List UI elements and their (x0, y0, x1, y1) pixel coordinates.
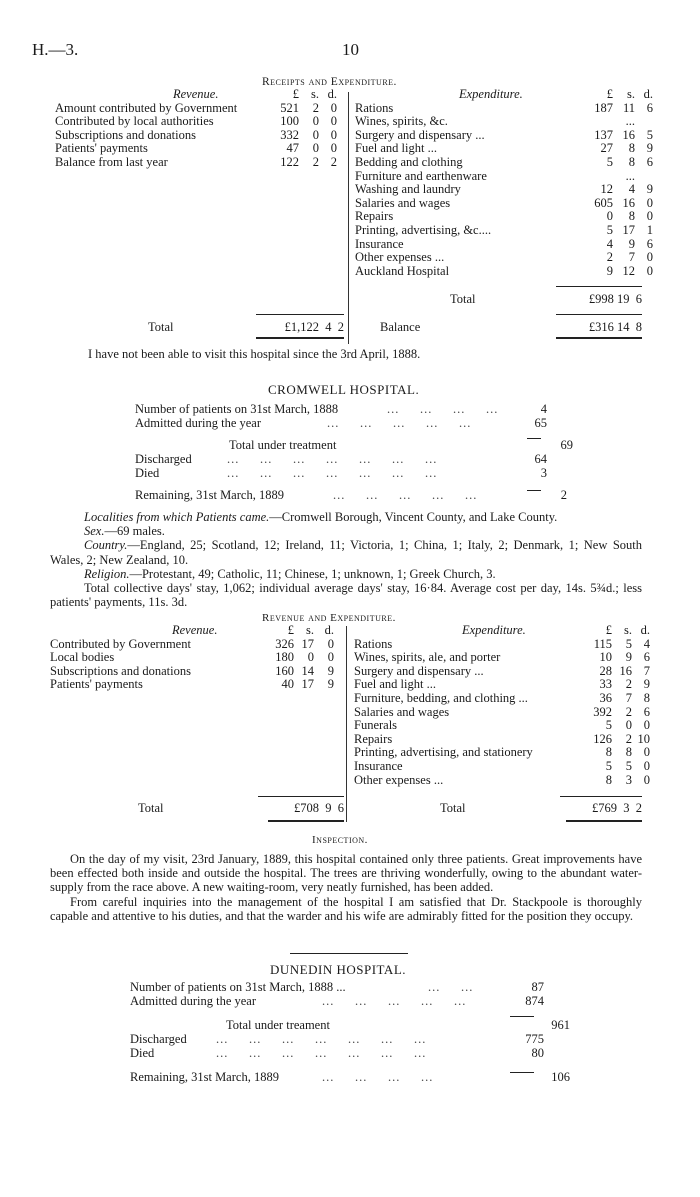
amount-shillings: 8 (628, 141, 635, 156)
stat-value: 87 (531, 980, 544, 994)
amount-pence: 6 (337, 801, 344, 815)
amount-pounds (577, 115, 613, 129)
cromwell-demographics (50, 510, 642, 609)
stay-line: Total collective days' stay, 1,062; individual average days' stay, 16·84. Average cost per day, 14s. 5¾d.; less patients' payments, 11s. 3d. (50, 581, 642, 610)
amount-shillings: 8 (625, 745, 632, 760)
table-row (355, 265, 653, 279)
amount-shillings: 14 (617, 320, 630, 334)
amount-pounds: 36 (599, 690, 612, 705)
col-pounds: £ (606, 87, 613, 101)
row-label: Printing, advertising, &c.... (355, 222, 492, 237)
amount-pounds: 180 (275, 650, 294, 665)
col-shillings: s. (311, 87, 319, 101)
double-rule (566, 820, 642, 822)
dunedin-stats (130, 980, 600, 1092)
table-row (354, 692, 650, 706)
table-row (355, 183, 653, 197)
table-row (355, 251, 653, 265)
religion-line (50, 567, 642, 581)
amount-shillings: 9 (325, 801, 332, 815)
amount-pounds: 115 (593, 636, 612, 651)
amount-pounds: 27 (600, 141, 613, 156)
amount-pence: 0 (330, 114, 337, 129)
amount-shillings: 0 (625, 718, 632, 733)
sum-rule (527, 438, 541, 439)
amount-pounds: £998 (588, 292, 614, 306)
row-label: Furniture, bedding, and clothing ... (354, 690, 528, 705)
amount-shillings: 16 (622, 127, 635, 142)
amount-shillings: 12 (622, 263, 635, 278)
stat-value: 4 (540, 402, 547, 416)
amount-pence: 0 (646, 209, 653, 224)
section-rule (290, 953, 408, 954)
sum-rule (527, 490, 541, 491)
stat-label: Total under treament (226, 1018, 330, 1032)
cromwell-revenue-table (50, 624, 334, 692)
amount-shillings: 8 (628, 209, 635, 224)
expenditure-total-label: Total (450, 292, 476, 306)
amount-pence: 2 (337, 320, 344, 334)
amount-shillings: 2 (625, 677, 632, 692)
stat-row: Remaining, 31st March, 1889 ... ... ... ... 106 (130, 1070, 570, 1084)
amount-shillings: 2 (312, 100, 319, 115)
amount-pounds: 521 (280, 100, 299, 115)
stat-row: Discharged ... ... ... ... ... ... ... 64 (135, 452, 547, 466)
amount-shillings: ... (625, 114, 635, 129)
stat-label: Total under treatment (229, 438, 337, 452)
amount-pounds: £708 (294, 801, 319, 815)
row-label: Local bodies (50, 650, 115, 665)
country-label: Country. (84, 538, 128, 553)
amount-shillings: 16 (619, 663, 632, 678)
stat-row: Discharged ... ... ... ... ... ... ... 775 (130, 1032, 544, 1046)
stat-row (130, 1018, 600, 1032)
col-pence: d. (324, 623, 334, 637)
double-rule (256, 337, 344, 339)
amount-pence: 9 (327, 663, 334, 678)
row-label: Funerals (354, 718, 398, 733)
amount-pence: 9 (646, 141, 653, 156)
table-row (354, 665, 650, 679)
amount-shillings: 14 (301, 663, 314, 678)
amount-pence: 8 (643, 690, 650, 705)
sex-label: Sex. (84, 524, 105, 539)
expenditure-heading-row (354, 624, 650, 638)
row-label: Salaries and wages (354, 704, 450, 719)
localities-line (50, 510, 642, 524)
country-line (50, 538, 642, 566)
localities-text: —Cromwell Borough, Vincent County, and Lake County. (269, 510, 558, 524)
stat-label: Died (130, 1046, 155, 1060)
col-pounds: £ (605, 623, 612, 637)
row-label: Washing and laundry (355, 182, 461, 197)
col-pence: d. (327, 87, 337, 101)
stat-label: Admitted during the year (130, 994, 257, 1008)
row-label: Patients' payments (55, 141, 148, 156)
col-shillings: s. (306, 623, 314, 637)
stat-label: Number of patients on 31st March, 1888 ... (130, 980, 346, 994)
spacer (135, 430, 595, 438)
stat-row (135, 438, 595, 452)
table-row (50, 665, 334, 679)
amount-pence: 0 (330, 100, 337, 115)
amount-shillings: 5 (625, 636, 632, 651)
spacer (135, 480, 595, 488)
amount-shillings: 4 (628, 182, 635, 197)
cromwell-expenditure-table (354, 624, 650, 787)
col-shillings: s. (624, 623, 632, 637)
row-label: Other expenses ... (355, 250, 445, 265)
table-row (354, 774, 650, 788)
table-row (355, 197, 653, 211)
amount-pounds: 8 (605, 745, 612, 760)
row-label: Subscriptions and donations (50, 663, 191, 678)
amount-shillings: 3 (623, 801, 630, 815)
dunedin-title: DUNEDIN HOSPITAL. (270, 962, 407, 977)
row-label: Amount contributed by Government (55, 100, 238, 115)
row-label: Balance from last year (55, 154, 168, 169)
inspection-paragraph: From careful inquiries into the management of the hospital I am satisfied that Dr. Stackpoole is thoroughly capable and attentive to his duties, and that the warder and his wife are admirably fitted for the position they occupy. (50, 894, 642, 923)
revenue-heading: Revenue. (173, 87, 219, 101)
balance-label: Balance (380, 320, 421, 334)
expenditure-table (355, 88, 653, 278)
amount-pence: 6 (635, 292, 642, 306)
stat-row: Number of patients on 31st March, 1888 ... ... ... ... 4 (135, 402, 547, 416)
amount-pence: 0 (643, 745, 650, 760)
stat-value: 2 (560, 488, 567, 502)
amount-pence: 0 (643, 758, 650, 773)
revenue-total-label: Total (138, 801, 164, 815)
stat-value: 775 (525, 1032, 544, 1046)
amount-pence: 6 (646, 154, 653, 169)
row-label: Fuel and light ... (354, 677, 436, 692)
amount-shillings: 17 (622, 222, 635, 237)
row-label: Contributed by Government (50, 636, 191, 651)
cromwell-stats (135, 402, 595, 514)
stat-value: 874 (525, 994, 544, 1008)
amount-shillings: 2 (625, 731, 632, 746)
total-rule (256, 314, 344, 315)
stat-value: 69 (560, 438, 573, 452)
table-row (55, 156, 337, 170)
amount-shillings: 8 (628, 154, 635, 169)
amount-pence: 0 (646, 250, 653, 265)
row-label: Insurance (354, 758, 403, 773)
table-row (355, 115, 653, 129)
table-row (55, 115, 337, 129)
stat-row: Number of patients on 31st March, 1888 ... ... ... 87 (130, 980, 544, 994)
amount-pence (635, 170, 653, 184)
cromwell-account-title: Revenue and Expenditure. (262, 612, 396, 624)
amount-pounds: 40 (281, 677, 294, 692)
revenue-heading-row (50, 624, 334, 638)
total-rule (560, 796, 642, 797)
amount-shillings: 17 (301, 677, 314, 692)
amount-shillings: 0 (307, 650, 314, 665)
religion-text: —Protestant, 49; Catholic, 11; Chinese, 1; unknown, 1; Greek Church, 3. (129, 566, 496, 581)
amount-pounds: 326 (275, 636, 294, 651)
localities-label: Localities from which Patients came. (84, 510, 270, 524)
amount-pence: 8 (635, 320, 642, 334)
inspection-title: Inspection. (312, 834, 368, 846)
revenue-heading-row (55, 88, 337, 102)
row-label: Furniture and earthenware (355, 168, 487, 183)
amount-pounds: 5 (605, 718, 612, 733)
amount-pence: 0 (646, 195, 653, 210)
row-label: Salaries and wages (355, 195, 451, 210)
expenditure-heading: Expenditure. (459, 87, 523, 101)
amount-pounds: 4 (606, 236, 613, 251)
table-row (355, 210, 653, 224)
amount-pence: 9 (643, 677, 650, 692)
sex-text: —69 males. (104, 524, 165, 539)
spacer (130, 1060, 600, 1070)
table-row (55, 142, 337, 156)
revenue-total-amount (258, 801, 344, 816)
amount-pounds: 160 (275, 663, 294, 678)
amount-pence: 6 (643, 704, 650, 719)
revenue-heading: Revenue. (172, 623, 218, 637)
col-shillings: s. (627, 87, 635, 101)
account-divider (346, 626, 347, 822)
table-row (354, 706, 650, 720)
table-row (355, 170, 653, 184)
amount-pounds: 605 (594, 195, 613, 210)
table-row (50, 678, 334, 692)
amount-pence: 6 (643, 650, 650, 665)
amount-shillings: 2 (625, 704, 632, 719)
row-label: Other expenses ... (354, 772, 444, 787)
amount-pounds: £769 (592, 801, 617, 815)
amount-pence: 5 (646, 127, 653, 142)
double-rule (268, 820, 344, 822)
table-row (354, 719, 650, 733)
amount-pounds (577, 170, 613, 184)
amount-shillings: 9 (628, 236, 635, 251)
expenditure-heading-row (355, 88, 653, 102)
stat-label: Discharged (135, 452, 192, 466)
inspection-paragraph: On the day of my visit, 23rd January, 1889, this hospital contained only three patients. Great improvements have been effected both inside and outside the hospital. The trees are thriving wonderfully, owing to the abundant water-supply from the race above. A new waiting-room, very neatly furnished, has been added. (50, 852, 642, 895)
amount-shillings: ... (625, 168, 635, 183)
amount-shillings: 2 (312, 154, 319, 169)
col-pence: d. (643, 87, 653, 101)
expenditure-total-amount (558, 801, 642, 816)
amount-shillings: 0 (312, 114, 319, 129)
table-row (354, 733, 650, 747)
amount-pence: 0 (646, 263, 653, 278)
row-label: Repairs (354, 731, 393, 746)
total-rule (556, 314, 642, 315)
row-label: Subscriptions and donations (55, 127, 196, 142)
table-row (355, 102, 653, 116)
stat-value: 65 (534, 416, 547, 430)
row-label: Bedding and clothing (355, 154, 463, 169)
expenditure-total-amount (560, 292, 642, 307)
amount-shillings: 11 (622, 100, 635, 115)
stat-label: Remaining, 31st March, 1889 (130, 1070, 279, 1084)
stat-row: Admitted during the year ... ... ... ... ... 874 (130, 994, 544, 1008)
table-row (50, 638, 334, 652)
amount-shillings: 4 (325, 320, 332, 334)
amount-pence: 9 (646, 182, 653, 197)
amount-pence: 6 (646, 100, 653, 115)
revenue-total-amount (250, 320, 344, 335)
row-label: Wines, spirits, &c. (355, 114, 448, 129)
col-pence: d. (640, 623, 650, 637)
amount-pounds: 392 (593, 704, 612, 719)
amount-shillings: 7 (628, 250, 635, 265)
table-row (355, 142, 653, 156)
amount-shillings: 3 (625, 772, 632, 787)
table-row (355, 224, 653, 238)
amount-pence: 4 (643, 636, 650, 651)
row-label: Insurance (355, 236, 404, 251)
amount-pounds: 187 (594, 100, 613, 115)
amount-pounds: £316 (588, 320, 614, 334)
row-label: Fuel and light ... (355, 141, 437, 156)
amount-pence: 0 (643, 772, 650, 787)
amount-pence: 0 (330, 127, 337, 142)
stat-label: Remaining, 31st March, 1889 (135, 488, 284, 502)
country-text: —England, 25; Scotland, 12; Ireland, 11; Victoria, 1; China, 1; Italy, 2; Denmark, 1; New South Wales, 2; New Zealand, 10. (50, 538, 642, 567)
religion-label: Religion. (84, 566, 130, 581)
amount-pounds: 5 (605, 758, 612, 773)
amount-pounds: 8 (605, 772, 612, 787)
amount-shillings: 0 (312, 127, 319, 142)
table-row (50, 651, 334, 665)
stat-label: Discharged (130, 1032, 187, 1046)
row-label: Patients' payments (50, 677, 143, 692)
amount-pence: 2 (330, 154, 337, 169)
stat-row: Admitted during the year ... ... ... ... ... 65 (135, 416, 547, 430)
row-label: Repairs (355, 209, 394, 224)
amount-pounds: 5 (606, 222, 613, 237)
amount-pence: 0 (327, 636, 334, 651)
amount-pounds: 47 (286, 141, 299, 156)
stat-row: Remaining, 31st March, 1889 ... ... ... ... ... 2 (135, 488, 567, 502)
stat-value: 64 (534, 452, 547, 466)
double-rule (556, 337, 642, 339)
amount-pounds: 9 (606, 263, 613, 278)
amount-shillings: 9 (625, 650, 632, 665)
amount-pounds: 0 (606, 209, 613, 224)
amount-pence: 10 (637, 731, 650, 746)
amount-pounds: 137 (594, 127, 613, 142)
amount-pence: 0 (327, 650, 334, 665)
row-label: Surgery and dispensary ... (354, 663, 484, 678)
stat-label: Number of patients on 31st March, 1888 (135, 402, 339, 416)
stat-value: 961 (551, 1018, 570, 1032)
table-row (354, 651, 650, 665)
amount-pounds: 126 (593, 731, 612, 746)
amount-pounds: 2 (606, 250, 613, 265)
stat-value: 106 (551, 1070, 570, 1084)
table-row (355, 238, 653, 252)
row-label: Contributed by local authorities (55, 114, 214, 129)
stat-label: Died (135, 466, 160, 480)
expenditure-total-label: Total (440, 801, 466, 815)
amount-shillings: 17 (301, 636, 314, 651)
table-row (355, 129, 653, 143)
revenue-total-label: Total (148, 320, 174, 334)
amount-pence: 7 (643, 663, 650, 678)
stat-label: Admitted during the year (135, 416, 262, 430)
row-label: Printing, advertising, and stationery (354, 745, 533, 760)
sum-rule (510, 1072, 534, 1073)
amount-pounds: 332 (280, 127, 299, 142)
amount-pounds: 28 (599, 663, 612, 678)
table-row (354, 638, 650, 652)
table-row (355, 156, 653, 170)
sex-line (50, 524, 642, 538)
page-number: 10 (342, 40, 359, 59)
inspection-text (50, 852, 642, 923)
table-row (354, 678, 650, 692)
row-label: Auckland Hospital (355, 263, 450, 278)
table-row (55, 129, 337, 143)
cromwell-title: CROMWELL HOSPITAL. (268, 382, 420, 397)
stat-value: 80 (531, 1046, 544, 1060)
amount-pounds: 100 (280, 114, 299, 129)
amount-pence: 2 (635, 801, 642, 815)
table-row (354, 760, 650, 774)
amount-pounds: 122 (280, 154, 299, 169)
amount-shillings: 16 (622, 195, 635, 210)
amount-pence: 1 (646, 222, 653, 237)
amount-pence (635, 115, 653, 129)
sum-rule (510, 1016, 534, 1017)
visit-note: I have not been able to visit this hospital since the 3rd April, 1888. (88, 347, 421, 361)
col-pounds: £ (292, 87, 299, 101)
amount-shillings: 19 (617, 292, 630, 306)
account-divider (348, 92, 349, 344)
expenditure-heading: Expenditure. (462, 623, 526, 637)
revenue-table (55, 88, 337, 170)
amount-pounds: 5 (606, 154, 613, 169)
total-rule (556, 286, 642, 287)
balance-amount (560, 320, 642, 335)
stat-value: 3 (540, 466, 547, 480)
stat-row: Died ... ... ... ... ... ... ... 3 (135, 466, 547, 480)
amount-pounds: 12 (600, 182, 613, 197)
row-label: Wines, spirits, ale, and porter (354, 650, 501, 665)
row-label: Rations (354, 636, 393, 651)
table-row (354, 746, 650, 760)
amount-pence: 9 (327, 677, 334, 692)
total-rule (258, 796, 344, 797)
amount-shillings: 0 (312, 141, 319, 156)
table-row (55, 102, 337, 116)
amount-pounds: 33 (599, 677, 612, 692)
row-label: Surgery and dispensary ... (355, 127, 485, 142)
amount-shillings: 5 (625, 758, 632, 773)
amount-pence: 0 (643, 718, 650, 733)
report-code: H.—3. (32, 40, 79, 59)
stat-row: Died ... ... ... ... ... ... ... 80 (130, 1046, 544, 1060)
receipts-expenditure-title: Receipts and Expenditure. (262, 76, 397, 88)
row-label: Rations (355, 100, 394, 115)
amount-pence: 6 (646, 236, 653, 251)
amount-pounds: 10 (599, 650, 612, 665)
col-pounds: £ (287, 623, 294, 637)
amount-pence: 0 (330, 141, 337, 156)
amount-pounds: £1,122 (284, 320, 319, 334)
amount-shillings: 7 (625, 690, 632, 705)
